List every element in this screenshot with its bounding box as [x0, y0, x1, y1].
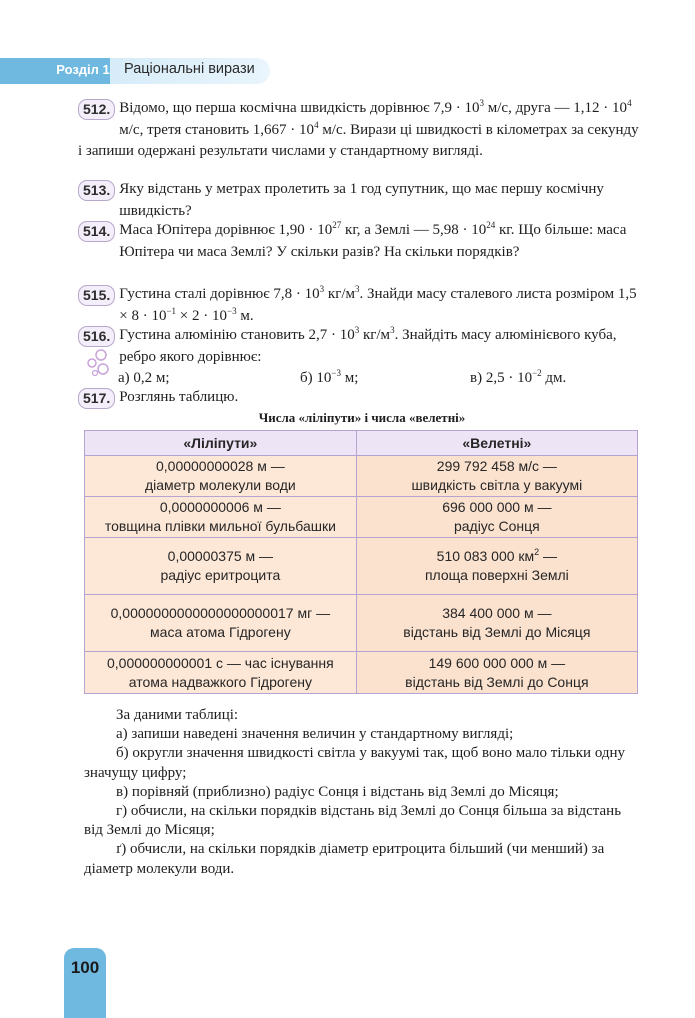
table-cell: 0,0000000006 м — товщина плівки мильної бульбашки	[85, 497, 357, 538]
table-row	[85, 595, 638, 652]
numbers-table	[84, 430, 638, 694]
table-cell: 149 600 000 000 м — відстань від Землі до Сонця	[356, 652, 637, 694]
problem-text: Густина алюмінію становить $2,7 \cdot 10^3$ $кг/м^3$. Знайдіть масу алюмінієвого куба, ребро якого дорівнює:	[119, 325, 617, 365]
option-a: а) 0,2 м;	[118, 370, 170, 386]
table-row	[85, 497, 638, 538]
problem-516	[78, 325, 646, 389]
table-header-row	[85, 431, 638, 456]
table-cell: 0,00000000028 м — діаметр молекули води	[85, 456, 357, 497]
table-row	[85, 538, 638, 595]
problem-512	[78, 98, 646, 163]
option-v: в) $2,5 \cdot 10^{-2}$ дм.	[470, 368, 567, 386]
table-cell: 384 400 000 м — відстань від Землі до Місяця	[356, 595, 637, 652]
option-b: б) $10^{-3}$ м;	[300, 368, 359, 386]
task-v: в) порівняй (приблизно) радіус Сонця і відстань від Землі до Місяця;	[116, 783, 559, 800]
column-header: «Ліліпути»	[85, 431, 357, 456]
problem-number: 513.	[78, 180, 115, 201]
problem-text: Відомо, що перша космічна швидкість дорівнює $7,9 \cdot 10^3$ м/с, друга — $1,12 \cdot 10^4$ м/с, третя становить $1,667 \cdot 10^4$ м/с. Вирази ці швидкості в кілометрах за секунду і запиши одержані результати числами у стандартному вигляді.	[78, 98, 639, 159]
table-row	[85, 652, 638, 694]
table-cell: 510 083 000 $км^2$ — площа поверхні Землі	[356, 538, 637, 595]
problem-number: 512.	[78, 99, 115, 120]
problem-text: Маса Юпітера дорівнює $1,90 \cdot 10^{27}$ кг, а Землі — $5,98 \cdot 10^{24}$ кг. Що більше: маса Юпітера чи маса Землі? У скільки разів? На скільки порядків?	[119, 220, 627, 260]
problem-text: Розглянь таблицю.	[119, 389, 239, 405]
table-title: Числа «ліліпути» і числа «велетні»	[258, 410, 466, 425]
table-row	[85, 456, 638, 497]
table-cell: 696 000 000 м — радіус Сонця	[356, 497, 637, 538]
group-work-icon	[84, 347, 112, 377]
tasks-block	[84, 706, 642, 879]
problem-text: Яку відстань у метрах пролетить за 1 год супутник, що має першу космічну швидкість?	[119, 181, 604, 219]
problem-number: 517.	[78, 388, 115, 409]
tasks-intro: За даними таблиці:	[116, 707, 239, 723]
problem-number: 515.	[78, 285, 115, 306]
task-g: г) обчисли, на скільки порядків відстань від Землі до Сонця більша за відстань від Землі до Місяця;	[84, 803, 622, 839]
problem-number: 516.	[78, 326, 115, 347]
column-header: «Велетні»	[356, 431, 637, 456]
task-g2: ґ) обчисли, на скільки порядків діаметр еритроцита більший (чи менший) за діаметр молекули води.	[84, 841, 605, 877]
task-b: б) округли значення швидкості світла у вакуумі так, щоб воно мало тільки одну значущу цифру;	[84, 745, 626, 781]
table-cell: 0,00000375 м — радіус еритроцита	[85, 538, 357, 595]
problem-number: 514.	[78, 221, 115, 242]
problem-514	[78, 220, 646, 263]
problem-515	[78, 284, 646, 327]
table-cell: 0,000000000001 с — час існування атома надважкого Гідрогену	[85, 652, 357, 694]
table-cell: 0,0000000000000000000017 мг — маса атома Гідрогену	[85, 595, 357, 652]
section-title: Раціональні вирази	[124, 61, 255, 77]
page-number: 100	[70, 958, 100, 977]
problem-513	[78, 179, 646, 222]
problem-text: Густина сталі дорівнює $7,8 \cdot 10^3$ $кг/м^3$. Знайди масу сталевого листа розміром $1,5 \times 8 \cdot 10^{-1} \times 2 \cdot 10^{-3}$ м.	[119, 284, 637, 324]
task-a: а) запиши наведені значення величин у стандартному вигляді;	[116, 726, 514, 743]
table-cell: 299 792 458 м/с — швидкість світла у вакуумі	[356, 456, 637, 497]
answer-options	[78, 368, 646, 389]
problem-517	[78, 387, 646, 409]
section-label: Розділ 1	[56, 62, 110, 77]
